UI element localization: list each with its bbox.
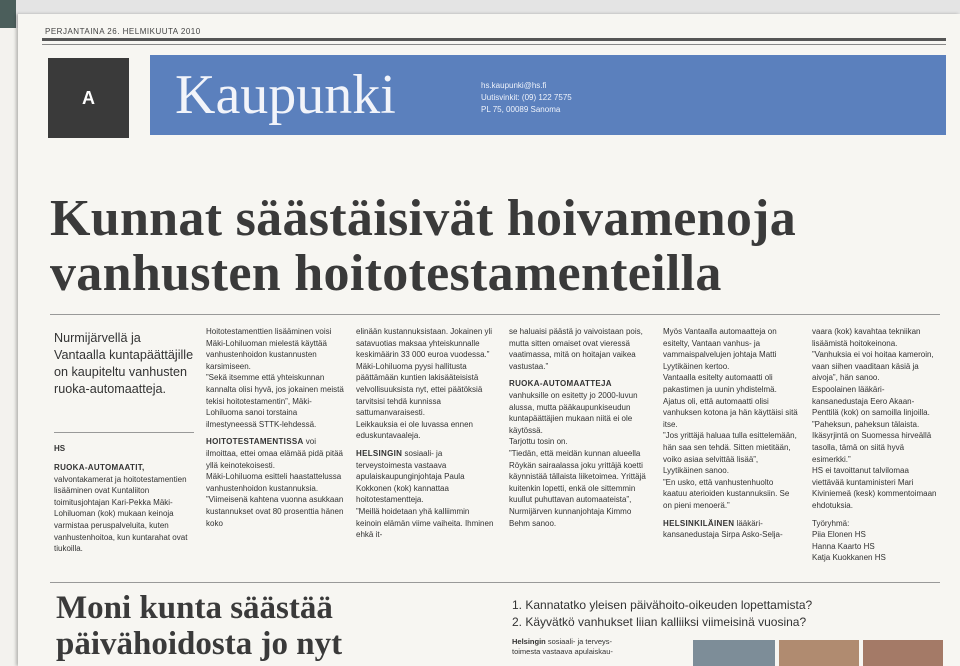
- paragraph: [663, 326, 799, 372]
- paragraph-text: Espoolainen lääkäri-kansanedustaja Eero Akaan-Penttilä (kok) on samoilla linjoilla.: [812, 384, 930, 418]
- paragraph: [356, 419, 494, 442]
- paragraph-text: Myös Vantaalla automaatteja on esitelty, Vantaan vanhus- ja vammaispalvelujen johtaja Matti Lyytikäinen kertoo.: [663, 327, 777, 371]
- paragraph: [206, 326, 344, 372]
- snippet-text: sosiaali- ja terveys-: [545, 637, 613, 646]
- dateline: PERJANTAINA 26. HELMIKUUTA 2010: [45, 27, 201, 36]
- poll-question-1: 1. Kannatatko yleisen päivähoito-oikeuden lopettamista?: [512, 598, 813, 612]
- paragraph-text: ”Viimeisenä kahtena vuonna asukkaan kustannukset ovat 80 prosenttia hänen koko: [206, 495, 344, 528]
- run-in: HELSINGIN: [356, 448, 403, 458]
- paragraph: [663, 477, 799, 512]
- paragraph-text: vaara (kok) kavahtaa tekniikan lisäämistä hoitokeinona.: [812, 327, 921, 348]
- article-column-6: [812, 326, 940, 564]
- paragraph: [206, 471, 344, 494]
- paragraph-text: valvontakamerat ja hoitotestamentien lisääminen ovat Kuntaliiton toimitusjohtajan Kari-Pekka Mäki-Lohiluoman (kok) mukaan keinoja varmistaa peruspalveluita, kuten vanhustenhoitoa, kun kuntarahat ovat tiukoilla.: [54, 474, 188, 554]
- paragraph: [812, 326, 940, 349]
- lead-rule: [54, 432, 194, 433]
- paragraph-text: Leikkauksia ei ole luvassa ennen eduskuntavaaleja.: [356, 419, 473, 441]
- credit-line: Katja Kuokkanen HS: [812, 553, 886, 563]
- paragraph-text: elinään kustannuksistaan. Jokainen yli satavuotias maksaa yhteiskunnalle keskimäärin 33 000 euroa vuodessa.”: [356, 327, 493, 360]
- paragraph: [663, 518, 799, 541]
- paragraph: [812, 384, 940, 419]
- article-column-4: [509, 326, 647, 529]
- poll-questions: [512, 597, 812, 631]
- paragraph-text: Hoitotestamenttien lisääminen voisi Mäki-Lohiluoman mielestä käyttää vanhustenhoidon kustannusten karsimiseen.: [206, 327, 332, 371]
- header-rule-thin: [42, 44, 946, 45]
- contact-address: PL 75, 00089 Sanoma: [481, 105, 561, 114]
- contact-phone: Uutisvinkit: (09) 122 7575: [481, 93, 572, 102]
- paragraph: [509, 326, 647, 372]
- section-letter: A: [48, 58, 129, 138]
- article-column-1: [54, 462, 192, 555]
- portrait-photo: [693, 640, 775, 666]
- paragraph: [206, 436, 344, 471]
- secondary-article-snippet: [512, 637, 613, 657]
- paragraph-text: ”Meillä hoidetaan yhä kalliimmin keinoin elämän viime vaiheita. Ihminen ehkä it-: [356, 506, 494, 540]
- paragraph: [812, 465, 940, 511]
- paragraph-text: HS ei tavoittanut talvilomaa viettävää kuntaministeri Mari Kiviniemeä (kesk) kommentoimaan ehdotuksia.: [812, 466, 937, 510]
- run-in: HELSINKILÄINEN: [663, 518, 735, 528]
- contact-email: hs.kaupunki@hs.fi: [481, 81, 547, 90]
- bottom-rule: [50, 582, 940, 583]
- poll-question-2: 2. Käyvätkö vanhukset liian kalliiksi viimeisinä vuosina?: [512, 615, 807, 629]
- portrait-photo: [863, 640, 943, 666]
- window-corner: [0, 0, 16, 28]
- paragraph-text: ”Vanhuksia ei voi hoitaa kameroin, vaan siihen vaaditaan käsiä ja aivoja”, hän sanoo.: [812, 350, 934, 383]
- credit-line: Hanna Kaarto HS: [812, 541, 875, 551]
- paragraph: [54, 462, 192, 555]
- paragraph-text: ”Paheksun, paheksun tälaista. Ikäsyrjintä on Suomessa hirveällä tasolla, tämä on siitä hyvä esimerkki.”: [812, 419, 932, 464]
- paragraph: [206, 372, 344, 430]
- paragraph-text: sosiaali- ja terveystoimesta vastaava apulaiskaupunginjohtaja Paula Kokkonen (kok) kannattaa hoitotestamentteja.: [356, 448, 465, 505]
- paragraph: [356, 448, 494, 506]
- paragraph-text: Vantaalla esitelty automaatti oli pakastimen ja uunin yhdistelmä. Ajatus oli, että automaatti olisi vanhuksen kotona ja hän käyttäisi sitä itse.: [663, 373, 798, 429]
- paragraph-text: ”Tiedän, että meidän kunnan alueella Röykän sairaalassa joku yrittäjä koetti käynnistää tällaista liiketoimea. Yrittäjä kuitenkin lopetti, enkä ole sittemmin kuullut puhuttavan automaateista”, Nurmijärven kunnanjohtaja Kimmo Behm sanoo.: [509, 448, 646, 528]
- snippet-line: toimesta vastaava apulaiskau-: [512, 647, 613, 656]
- paragraph-text: vanhuksille on esitetty jo 2000-luvun alussa, mutta pääkaupunkiseudun kuntapäättäjien mukaan niitä ei ole käytössä.: [509, 390, 638, 435]
- paragraph-text: ”En usko, että vanhustenhuolto kaatuu aterioiden kustannuksiin. Se on pieni menoerä.”: [663, 477, 790, 510]
- run-in: RUOKA-AUTOMAATIT,: [54, 463, 145, 472]
- article-column-2: [206, 326, 344, 529]
- paragraph-text: Mäki-Lohiluoma esitteli haastattelussa vanhustenhoidon kustannuksia.: [206, 472, 342, 493]
- paragraph: [509, 378, 647, 436]
- paragraph-text: ”Sekä itsemme että yhteiskunnan kannalta olisi hyvä, jos jokainen meistä tekisi hoitotestamentin”, Mäki-Lohiluoma sanoi torstaina ilmestyneessä STTK-lehdessä.: [206, 373, 344, 429]
- secondary-headline: Moni kunta säästää päivähoidosta jo nyt: [56, 590, 343, 662]
- run-in: RUOKA-AUTOMAATTEJA: [509, 379, 612, 389]
- section-contact: [481, 80, 572, 116]
- portrait-photo: [779, 640, 859, 666]
- credit-line: Piia Elonen HS: [812, 530, 866, 540]
- paragraph-text: se haluaisi päästä jo vaivoistaan pois, mutta sitten omaiset ovat vieressä vaatimassa, mitä on hoitajan vaikea vastustaa.”: [509, 327, 643, 371]
- article-byline: HS: [54, 444, 66, 453]
- paragraph: [509, 448, 647, 529]
- run-in: Helsingin: [512, 637, 546, 646]
- snippet-line: [512, 637, 613, 647]
- article-lead: Nurmijärvellä ja Vantaalla kuntapäättäjille on kaupiteltu vanhusten ruoka-automaatteja.: [54, 331, 194, 396]
- paragraph: [663, 430, 799, 476]
- paragraph: [812, 349, 940, 384]
- paragraph: [356, 326, 494, 361]
- article-column-5: [663, 326, 799, 541]
- paragraph-text: Mäki-Lohiluoma pyysi hallitusta päättämään kuntien lakisääteisistä velvollisuuksista nyt, ettei päätöksiä tarvitsisi tehdä kunnissa sattumanvaraisesti.: [356, 361, 483, 418]
- credits-title: Työryhmä:: [812, 518, 850, 528]
- paragraph: [663, 372, 799, 430]
- paragraph: [356, 506, 494, 541]
- paragraph-text: lääkäri-kansanedustaja Sirpa Asko-Selja-: [663, 518, 783, 540]
- paragraph-text: voi ilmoittaa, ettei omaa elämää pidä pitää yllä keinotekoisesti.: [206, 437, 343, 470]
- run-in: HOITOTESTAMENTISSA: [206, 437, 304, 447]
- paragraph: [356, 361, 494, 419]
- article-headline: Kunnat säästäisivät hoivamenoja vanhusten hoitotestamenteilla: [50, 190, 797, 302]
- paragraph: [509, 436, 647, 448]
- section-title: Kaupunki: [175, 64, 396, 126]
- paragraph-text: ”Jos yrittäjä haluaa tulla esittelemään, hän saa sen tehdä. Sitten mietitään, voiko asiaa selvittää lisää”, Lyytikäinen sanoo.: [663, 431, 797, 476]
- headline-rule: [50, 314, 940, 315]
- paragraph: [206, 494, 344, 529]
- paragraph-text: Tarjottu tosin on.: [509, 437, 568, 447]
- paragraph: [812, 419, 940, 465]
- header-rule: [42, 38, 946, 41]
- article-column-3: [356, 326, 494, 541]
